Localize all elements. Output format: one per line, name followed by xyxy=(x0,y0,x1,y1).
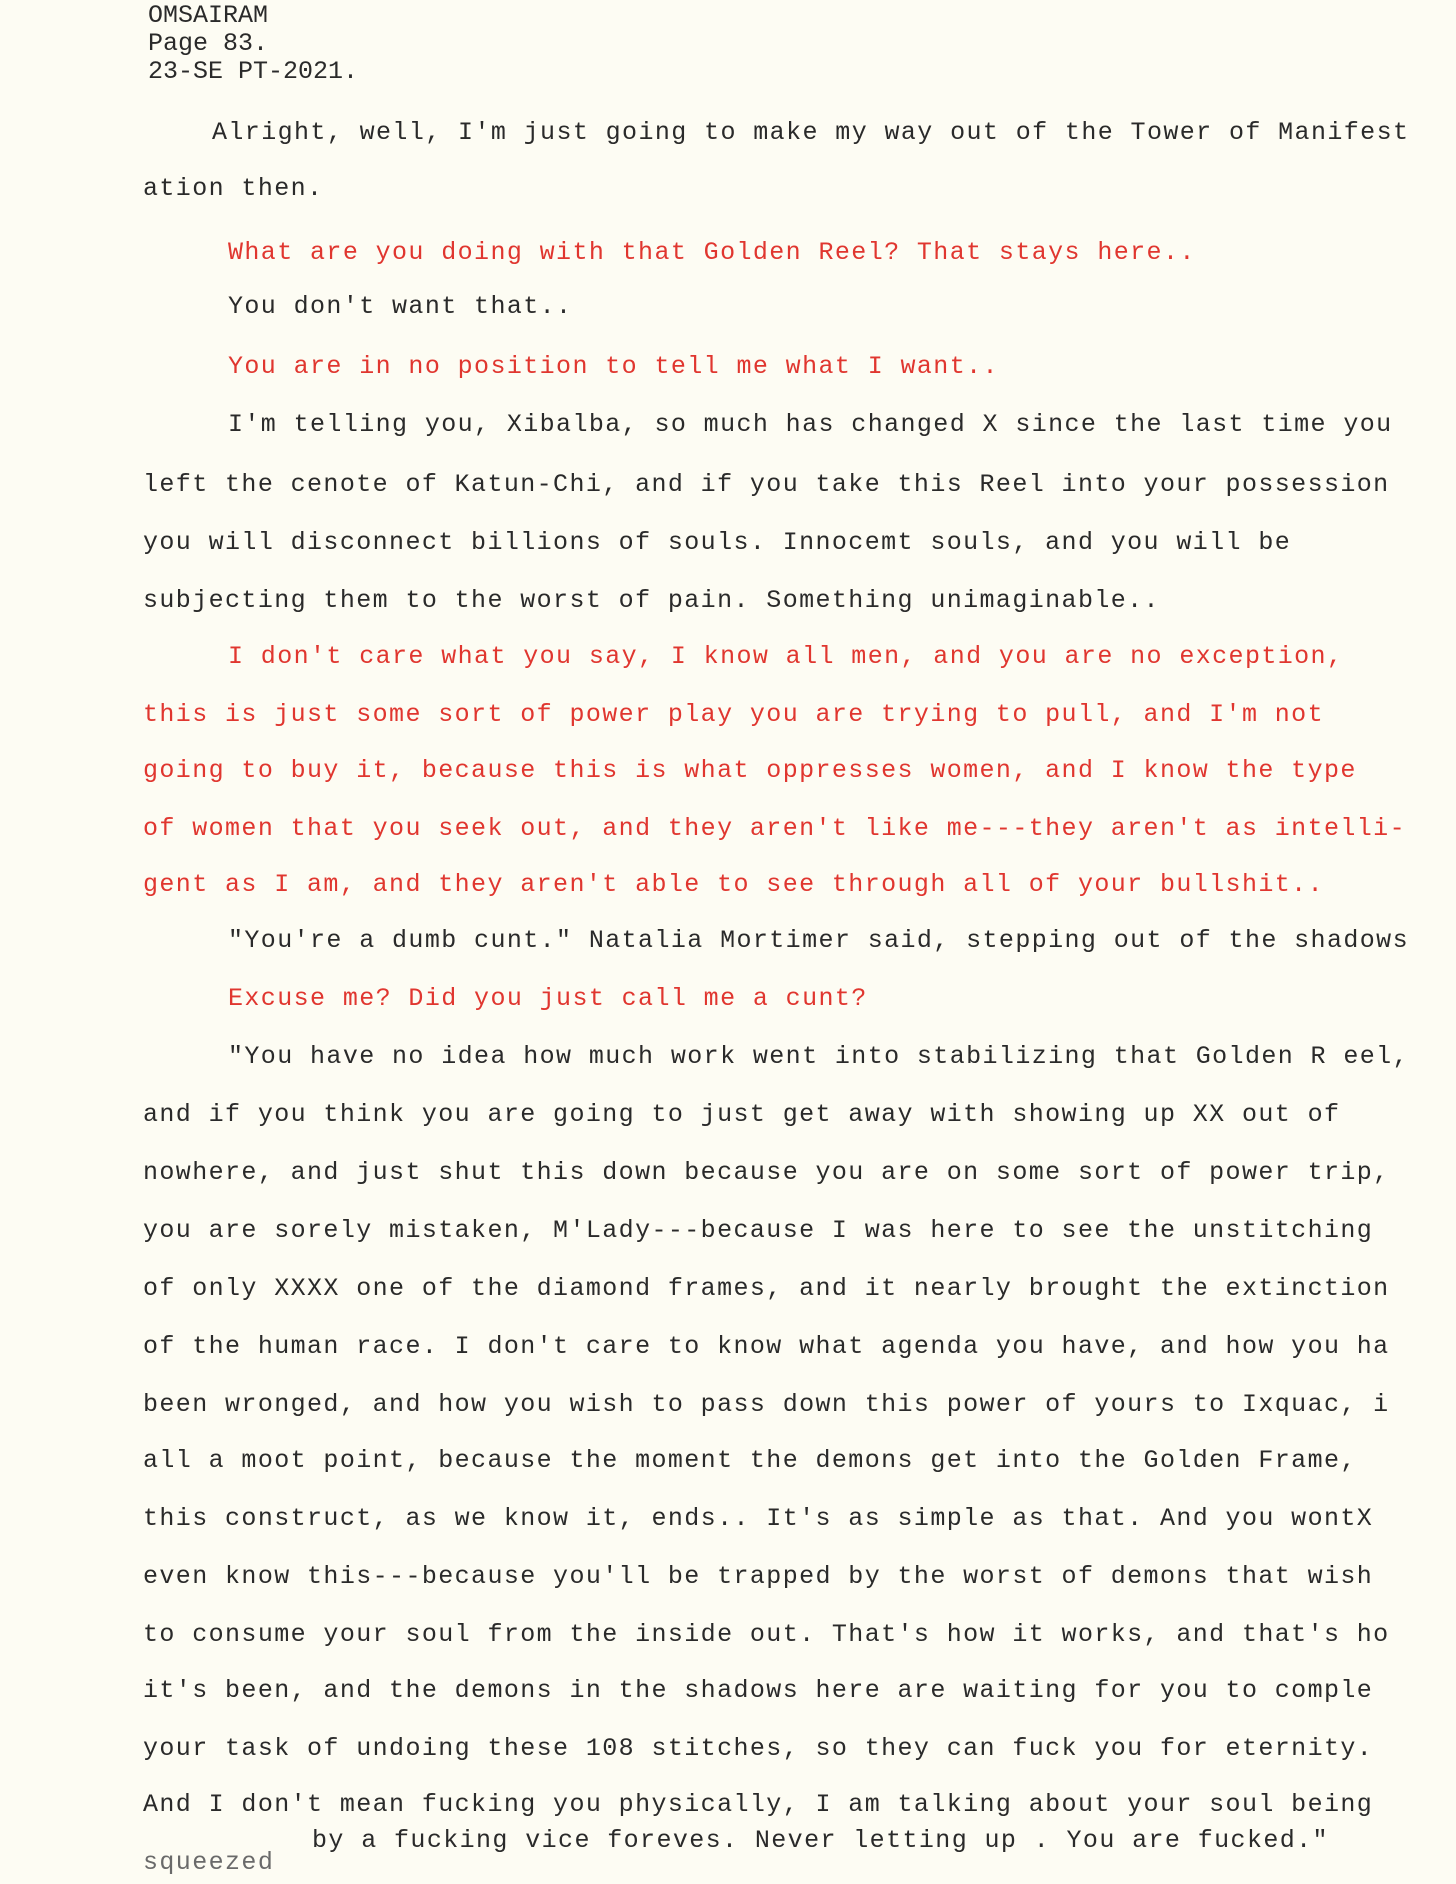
text-line: left the cenote of Katun-Chi, and if you take this Reel into your possession xyxy=(143,470,1390,499)
text-line: I'm telling you, Xibalba, so much has changed X since the last time you xyxy=(228,410,1393,439)
text-line: What are you doing with that Golden Reel? That stays here.. xyxy=(228,238,1196,267)
text-line: "You have no idea how much work went into stabilizing that Golden R eel, xyxy=(228,1042,1409,1071)
text-line: this construct, as we know it, ends.. It's as simple as that. And you wontX xyxy=(143,1504,1374,1533)
text-line: of only XXXX one of the diamond frames, and it nearly brought the extinction xyxy=(143,1274,1390,1303)
text-line: Excuse me? Did you just call me a cunt? xyxy=(228,984,868,1013)
text-line: of the human race. I don't care to know what agenda you have, and how you ha xyxy=(143,1332,1390,1361)
text-line: You are in no position to tell me what I want.. xyxy=(228,352,999,381)
text-line: squeezed xyxy=(143,1848,275,1877)
text-line: you will disconnect billions of souls. Innocemt souls, and you will be xyxy=(143,528,1292,557)
text-line: nowhere, and just shut this down because you are on some sort of power trip, xyxy=(143,1158,1390,1187)
text-line: Alright, well, I'm just going to make my way out of the Tower of Manifest xyxy=(212,118,1410,147)
text-line: it's been, and the demons in the shadows here are waiting for you to comple xyxy=(143,1676,1374,1705)
text-line: ation then. xyxy=(143,174,324,203)
text-line: been wronged, and how you wish to pass down this power of yours to Ixquac, i xyxy=(143,1390,1390,1419)
text-line: your task of undoing these 108 stitches, so they can fuck you for eternity. xyxy=(143,1734,1374,1763)
text-line: and if you think you are going to just get away with showing up XX out of xyxy=(143,1100,1341,1129)
text-line: of women that you seek out, and they aren't like me---they aren't as intelli- xyxy=(143,814,1406,843)
text-line: going to buy it, because this is what oppresses women, and I know the type xyxy=(143,756,1357,785)
text-line: And I don't mean fucking you physically, I am talking about your soul being xyxy=(143,1790,1374,1819)
text-line: all a moot point, because the moment the demons get into the Golden Frame, xyxy=(143,1446,1357,1475)
text-line: I don't care what you say, I know all men, and you are no exception, xyxy=(228,642,1344,671)
text-line: "You're a dumb cunt." Natalia Mortimer said, stepping out of the shadows xyxy=(228,926,1409,955)
text-line: even know this---because you'll be trapped by the worst of demons that wish xyxy=(143,1562,1374,1591)
text-line: gent as I am, and they aren't able to see through all of your bullshit.. xyxy=(143,870,1324,899)
header-date: 23-SE PT-2021. xyxy=(148,57,359,86)
text-line: this is just some sort of power play you are trying to pull, and I'm not xyxy=(143,700,1324,729)
text-line: to consume your soul from the inside out. That's how it works, and that's ho xyxy=(143,1620,1390,1649)
header-page-number: Page 83. xyxy=(148,29,269,58)
text-line: You don't want that.. xyxy=(228,292,573,321)
text-line: you are sorely mistaken, M'Lady---because I was here to see the unstitching xyxy=(143,1216,1374,1245)
text-line: by a fucking vice foreves. Never letting up . You are fucked." xyxy=(312,1826,1329,1855)
page-header xyxy=(148,2,358,86)
header-title: OMSAIRAM xyxy=(148,1,269,30)
text-line: subjecting them to the worst of pain. Something unimaginable.. xyxy=(143,586,1160,615)
